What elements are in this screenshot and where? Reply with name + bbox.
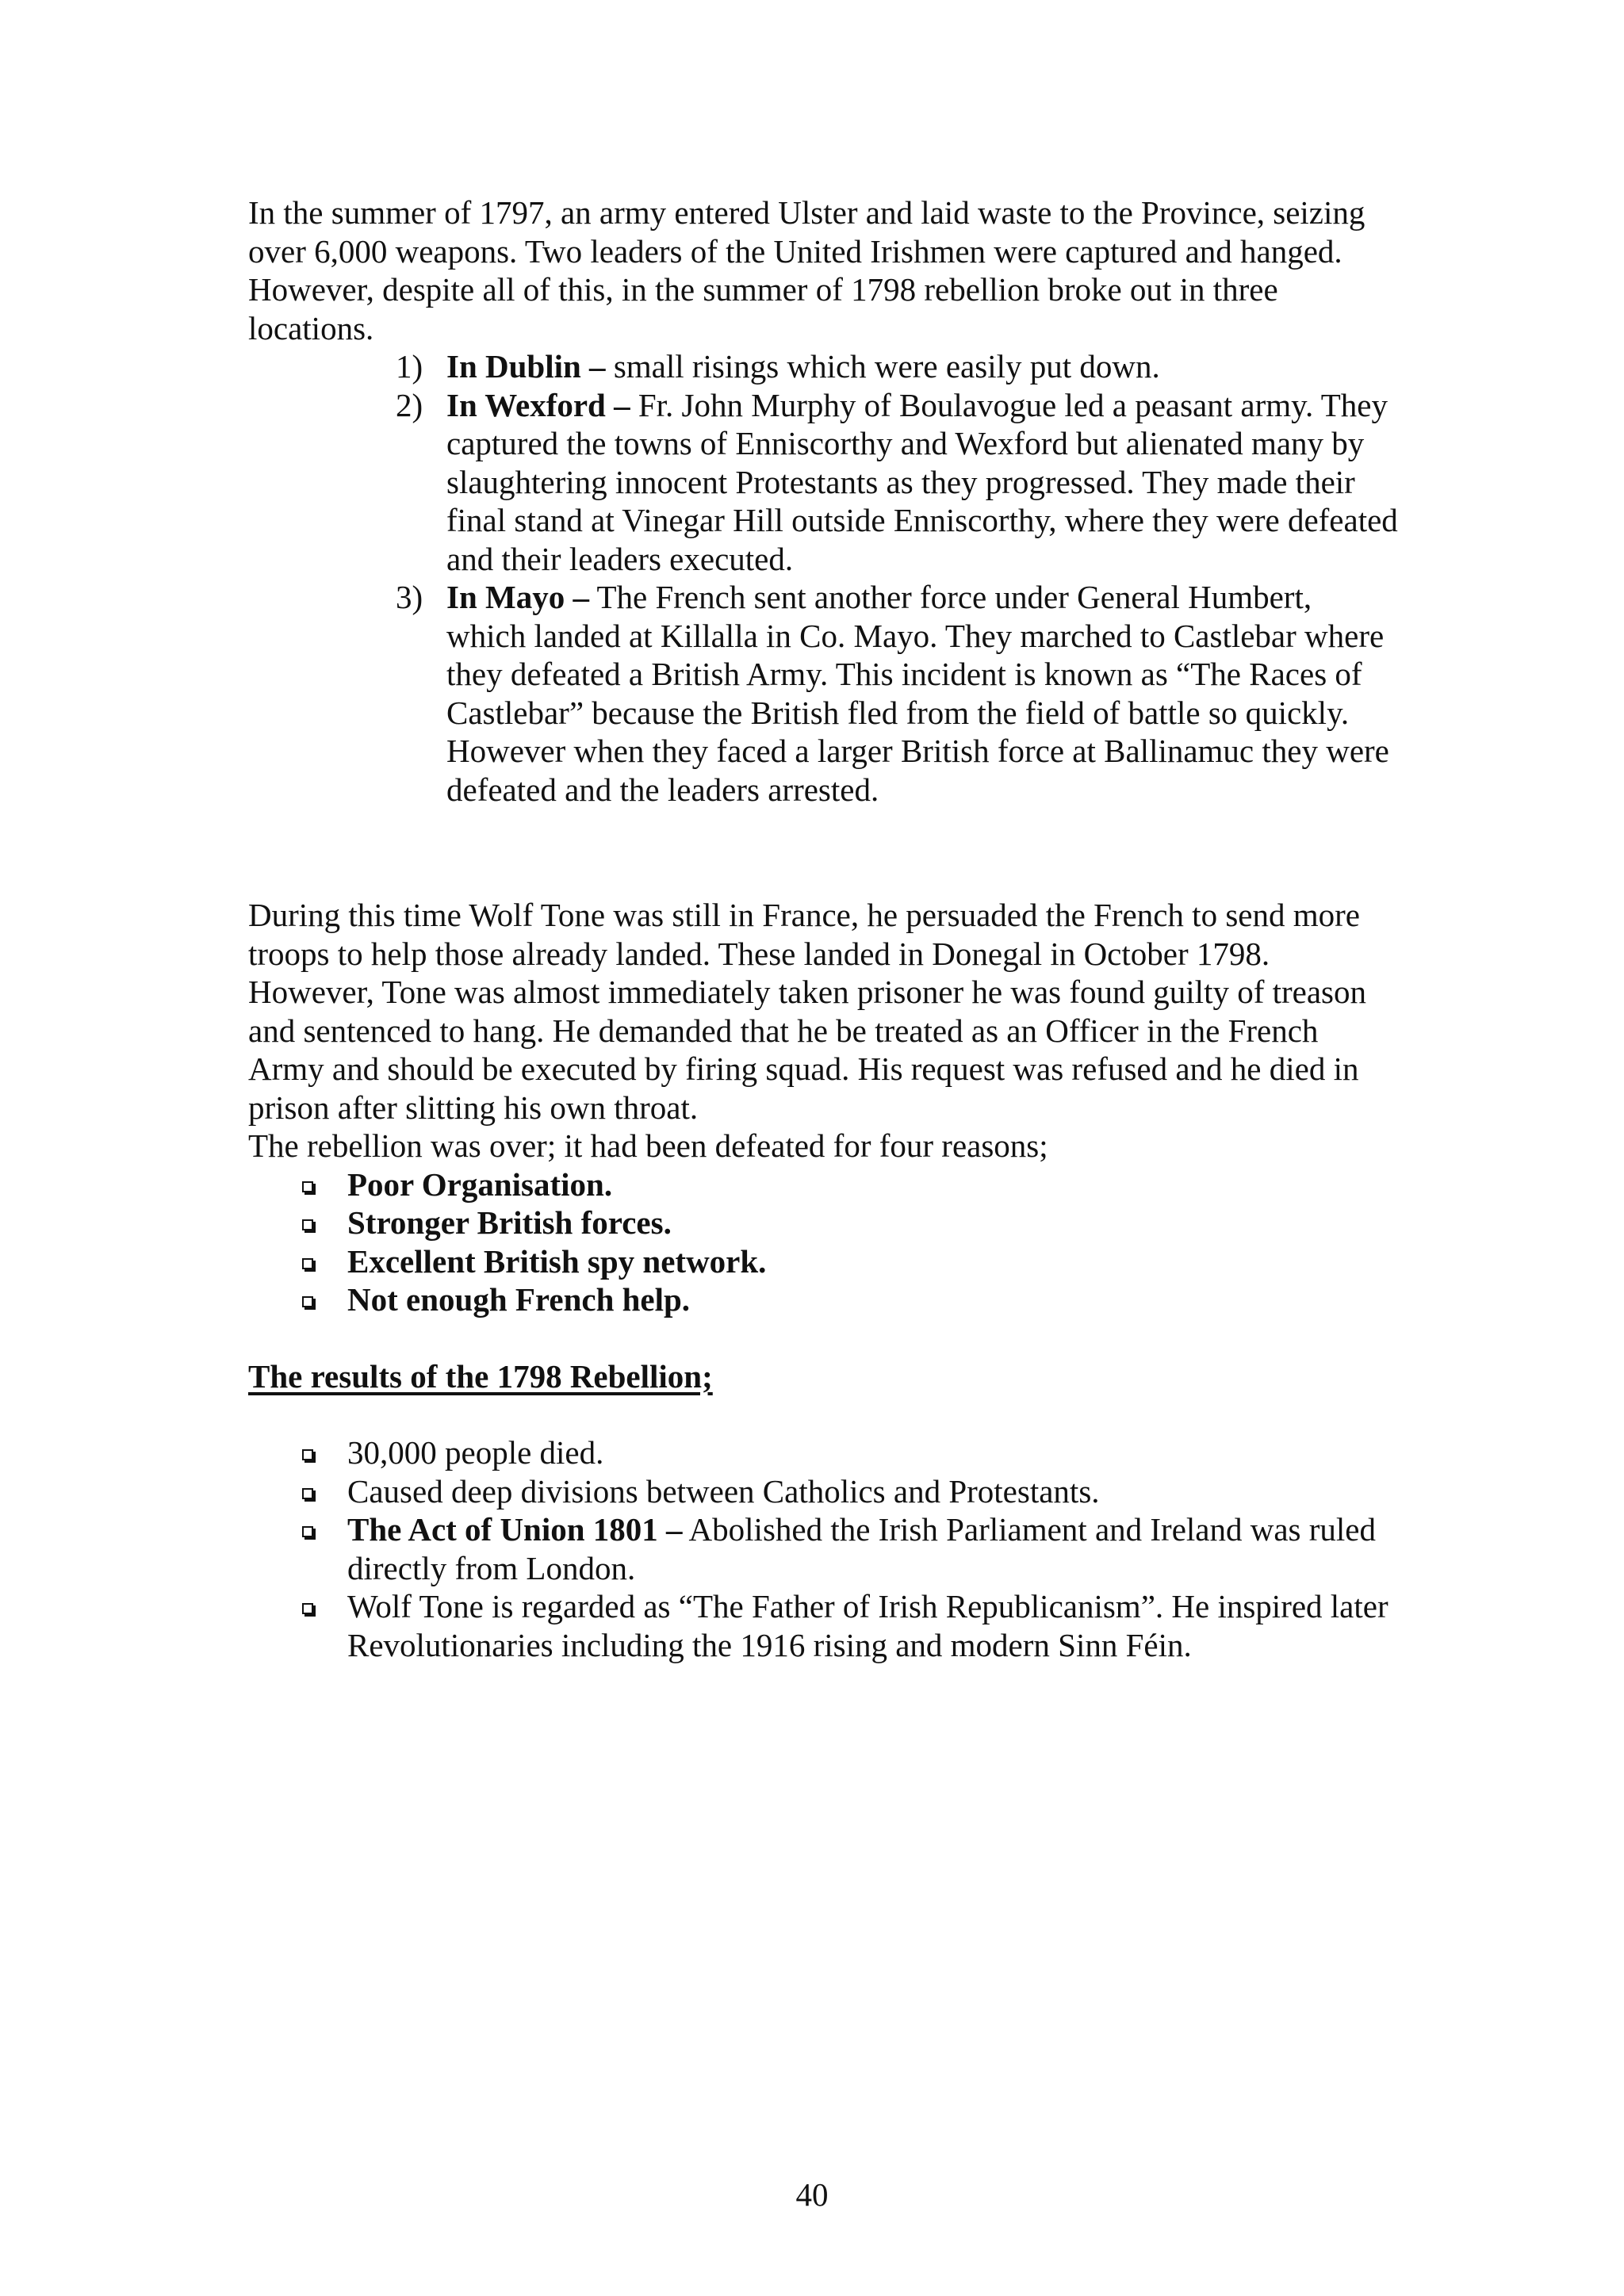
result-text: Abolished the Irish Parliament and Ireland was ruled directly from London. <box>347 1511 1376 1586</box>
reason-text: Poor Organisation. <box>347 1165 613 1203</box>
document-page <box>248 193 1398 1664</box>
checkbox-bullet-icon <box>302 1488 313 1499</box>
list-number: 2) <box>396 386 423 423</box>
spacer <box>248 809 1398 896</box>
location-text: The French sent another force under General Humbert, which landed at Killalla in Co. Mayo. They marched to Castlebar where they defeated a British Army. This incident is known as “The Races of Castlebar” because the British fled from the field of battle so quickly. However when they faced a larger British force at Ballinamuc they were defeated and the leaders arrested. <box>446 579 1389 808</box>
list-number: 1) <box>396 348 423 385</box>
tone-paragraph: During this time Wolf Tone was still in France, he persuaded the French to send more troops to help those already landed. These landed in Donegal in October 1798. However, Tone was almost immediately taken prisoner he was found guilty of treason and sentenced to hang. He demanded that he be treated as an Officer in the French Army and should be executed by firing squad. His request was refused and he died in prison after slitting his own throat. <box>248 897 1367 1126</box>
list-item <box>248 1433 1398 1472</box>
checkbox-bullet-icon <box>302 1258 313 1269</box>
checkbox-bullet-icon <box>302 1181 313 1192</box>
list-item <box>248 578 1398 809</box>
intro-paragraph: In the summer of 1797, an army entered Ulster and laid waste to the Province, seizing over 6,000 weapons. Two leaders of the United Irishmen were captured and hanged. However, despite all of this, in the summer of 1798 rebellion broke out in three locations. <box>248 194 1365 346</box>
list-item <box>248 1280 1398 1319</box>
list-item <box>248 1242 1398 1281</box>
results-heading: The results of the 1798 Rebellion; <box>248 1357 713 1395</box>
reason-text: Not enough French help. <box>347 1281 691 1318</box>
list-item <box>248 1587 1398 1664</box>
result-text: Wolf Tone is regarded as “The Father of Irish Republicanism”. He inspired later Revolutionaries including the 1916 rising and modern Sinn Féin. <box>347 1588 1388 1663</box>
list-number: 3) <box>396 579 423 615</box>
spacer <box>248 1395 1398 1433</box>
checkbox-bullet-icon <box>302 1296 313 1307</box>
list-item <box>248 1165 1398 1204</box>
list-item <box>248 1510 1398 1587</box>
result-text: Caused deep divisions between Catholics and Protestants. <box>347 1472 1100 1510</box>
result-label: The Act of Union 1801 – <box>347 1511 683 1548</box>
results-list <box>248 1433 1398 1664</box>
location-text: small risings which were easily put down. <box>605 348 1160 385</box>
location-label: In Dublin – <box>446 348 606 385</box>
result-text: 30,000 people died. <box>347 1434 604 1471</box>
list-item <box>248 386 1398 579</box>
reasons-intro: The rebellion was over; it had been defeated for four reasons; <box>248 1127 1048 1164</box>
location-label: In Wexford – <box>446 386 630 423</box>
defeat-reasons-list <box>248 1165 1398 1319</box>
location-text: Fr. John Murphy of Boulavogue led a peasant army. They captured the towns of Enniscorthy and Wexford but alienated many by slaughtering innocent Protestants as they progressed. They made their final stand at Vinegar Hill outside Enniscorthy, where they were defeated and their leaders executed. <box>446 386 1398 577</box>
rebellion-locations-list <box>248 347 1398 809</box>
checkbox-bullet-icon <box>302 1449 313 1460</box>
list-item <box>248 347 1398 386</box>
checkbox-bullet-icon <box>302 1603 313 1614</box>
list-item <box>248 1203 1398 1242</box>
spacer <box>248 1319 1398 1357</box>
checkbox-bullet-icon <box>302 1219 313 1230</box>
checkbox-bullet-icon <box>302 1526 313 1537</box>
page-number: 40 <box>795 2176 829 2213</box>
reason-text: Stronger British forces. <box>347 1204 672 1241</box>
reason-text: Excellent British spy network. <box>347 1242 767 1280</box>
list-item <box>248 1472 1398 1511</box>
location-label: In Mayo – <box>446 579 589 615</box>
